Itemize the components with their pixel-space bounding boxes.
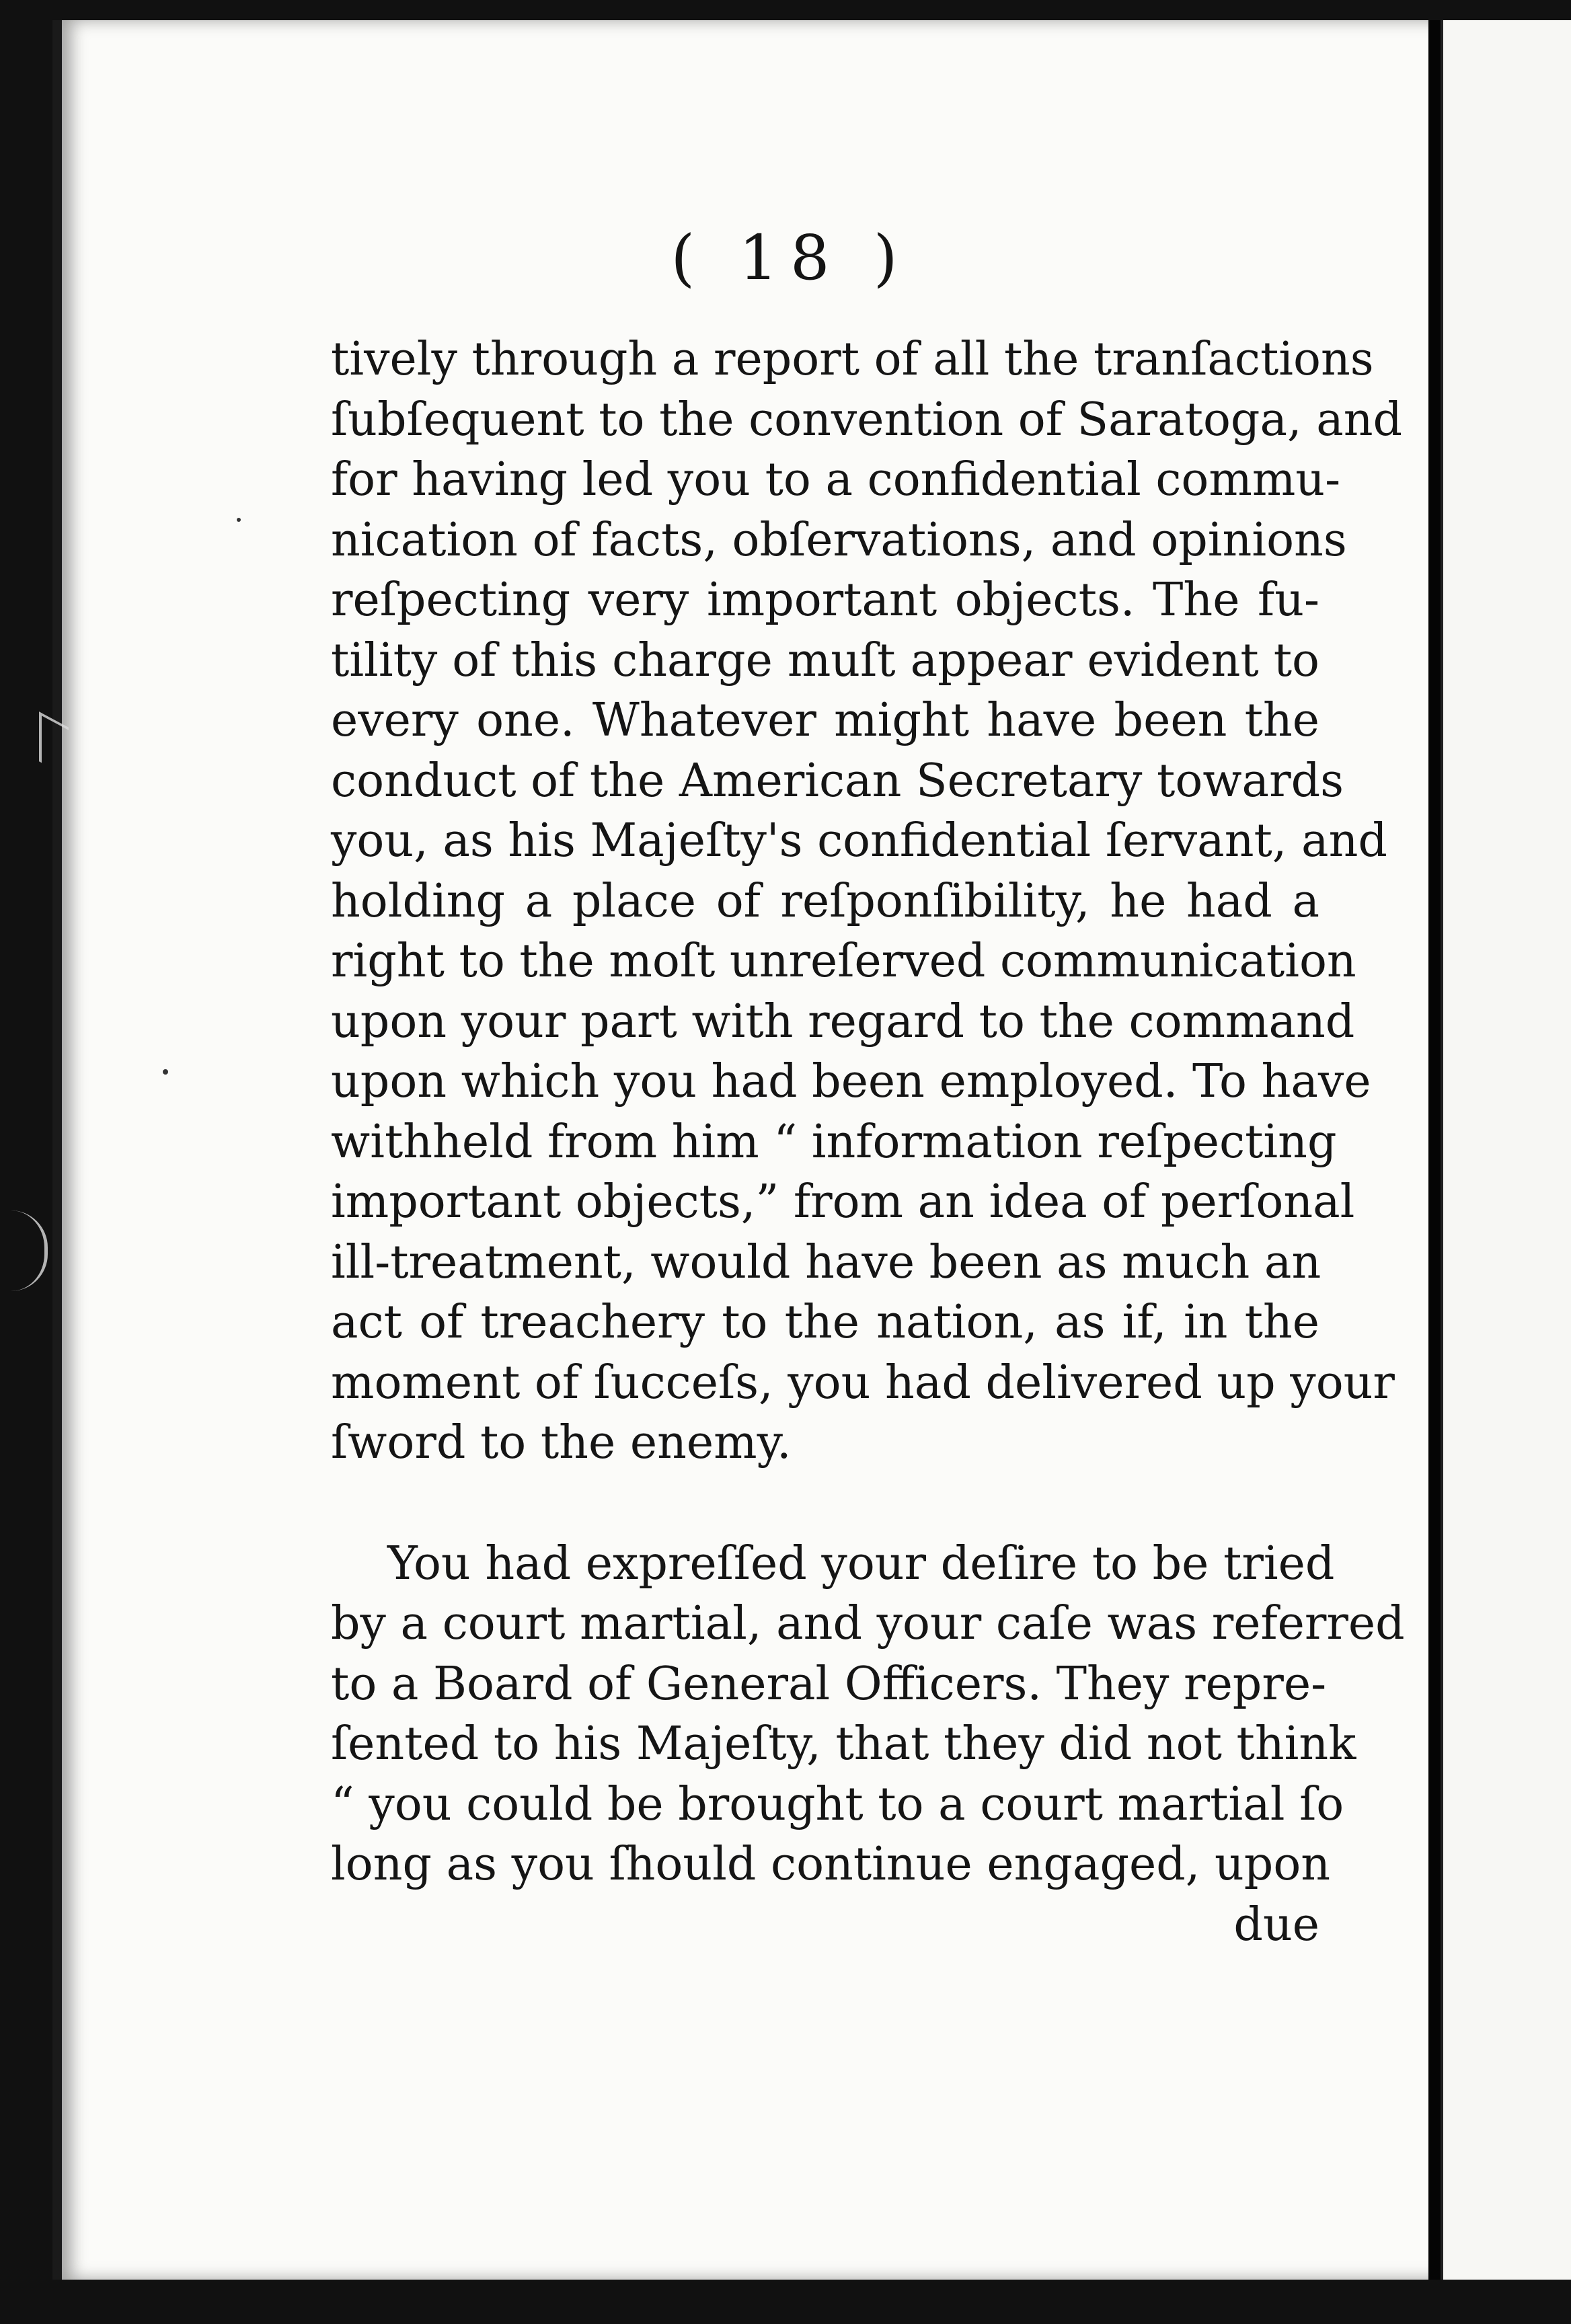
book-page: [52, 20, 1438, 2280]
text-line: to a Board of General Officers. They repre-: [331, 1657, 1327, 1711]
text-line: long as you ſhould continue engaged, upon: [331, 1838, 1331, 1891]
text-line: important objects,” from an idea of perſonal: [331, 1175, 1355, 1229]
text-line: tively through a report of all the tranſactions: [331, 333, 1374, 386]
text-line: “ you could be brought to a court martial ſo: [331, 1777, 1344, 1831]
catchword: due: [1233, 1898, 1319, 1951]
text-line: ſubſequent to the convention of Saratoga, and: [331, 393, 1403, 447]
page-gutter-shadow: [1428, 20, 1441, 2280]
ink-speck: [163, 1069, 168, 1075]
paragraph-1: [331, 330, 1403, 1473]
text-line: by a court martial, and your caſe was referred: [331, 1597, 1405, 1650]
text-line: right to the moſt unreſerved communication: [331, 935, 1356, 988]
text-line: conduct of the American Secretary towards: [331, 754, 1344, 808]
text-line: upon your part with regard to the command: [331, 995, 1355, 1048]
text-line: for having led you to a confidential commu-: [331, 453, 1341, 506]
text-line: you, as his Majeſty's confidential ſervant, and: [331, 814, 1387, 867]
text-line: act of treachery to the nation, as if, in the: [331, 1296, 1319, 1349]
text-line: every one. Whatever might have been the: [331, 694, 1319, 747]
text-line: ſword to the enemy.: [331, 1416, 792, 1469]
paragraph-gap: [331, 1473, 1319, 1534]
text-line: moment of ſucceſs, you had delivered up your: [331, 1356, 1395, 1409]
text-line: ſented to his Majeſty, that they did not think: [331, 1717, 1356, 1771]
body-text: [331, 330, 1405, 1955]
text-line: holding a place of reſponſibility, he had a: [331, 874, 1319, 928]
text-line: withheld from him “ information reſpecting: [331, 1115, 1337, 1169]
text-line: upon which you had been employed. To have: [331, 1055, 1371, 1108]
text-line: nication of facts, obſervations, and opinions: [331, 513, 1347, 567]
text-line: tility of this charge muſt appear evident to: [331, 633, 1319, 687]
text-line: You had expreſſed your deſire to be tried: [387, 1537, 1335, 1590]
paragraph-2: [331, 1534, 1405, 1895]
text-line: ill-treatment, would have been as much an: [331, 1235, 1321, 1289]
ink-speck: [237, 518, 241, 522]
page-number: ( 18 ): [670, 222, 910, 294]
facing-page-edge: [1441, 20, 1571, 2280]
text-line: reſpecting very important objects. The fu-: [331, 574, 1319, 627]
